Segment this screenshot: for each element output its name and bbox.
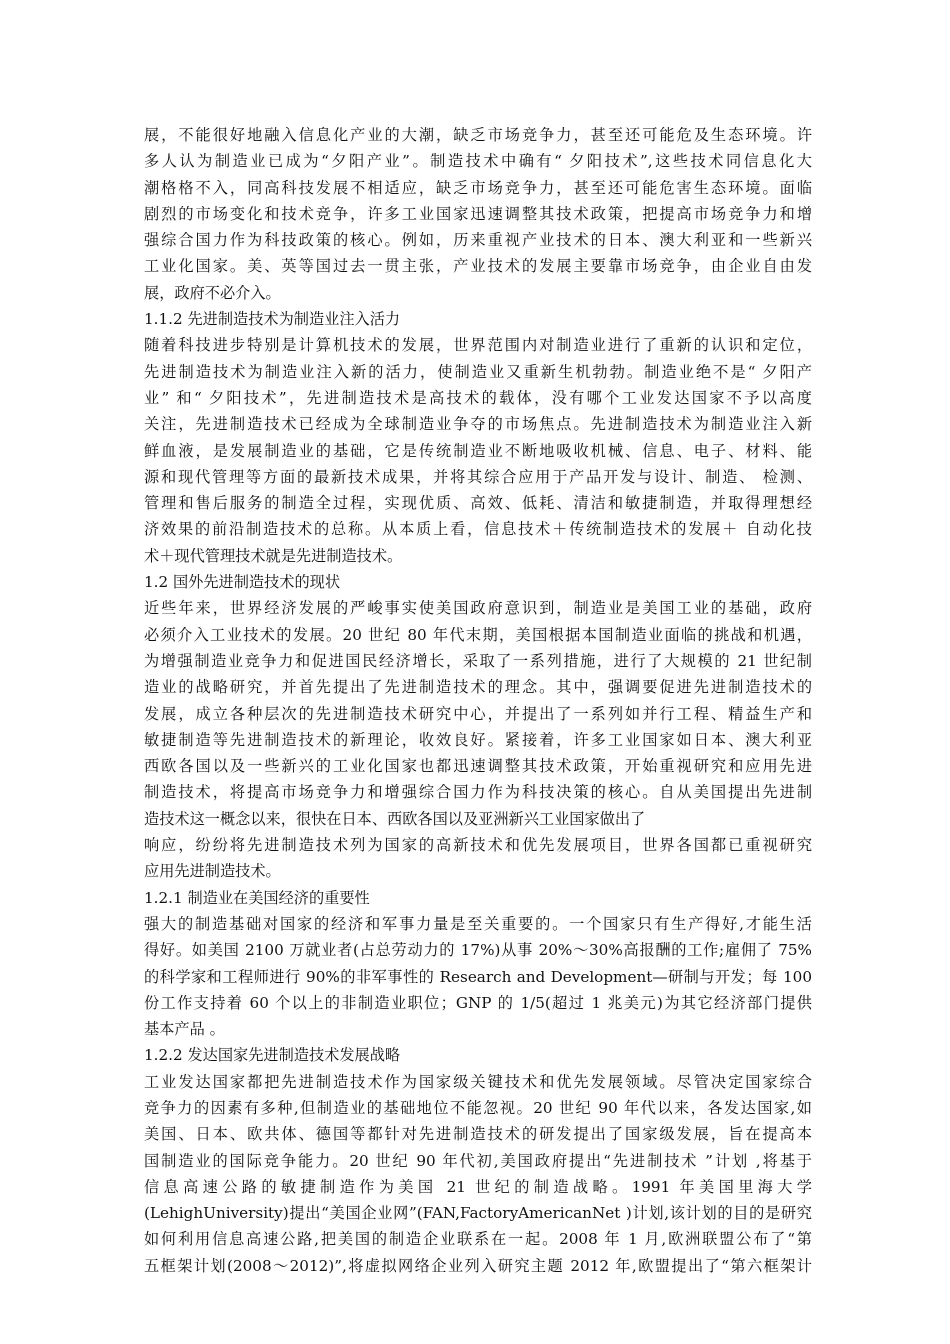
section-heading: 1.2 国外先进制造技术的现状 (144, 573, 341, 592)
text-line: 如何利用信息高速公路,把美国的制造企业联系在一起。2008 年 1 月,欧洲联盟公布了“第 (144, 1230, 812, 1249)
text-line: 强综合国力作为科技政策的核心。例如，历来重视产业技术的日本、澳大利亚和一些新兴 (144, 231, 812, 250)
text-line: 造业的战略研究，并首先提出了先进制造技术的理念。其中，强调要促进先进制造技术的 (144, 678, 812, 697)
section-heading: 1.2.2 发达国家先进制造技术发展战略 (144, 1046, 401, 1065)
text-line: 敏捷制造等先进制造技术的新理论，收效良好。紧接着，许多工业国家如日本、澳大利亚 (144, 730, 812, 749)
text-line: 工业发达国家都把先进制造技术作为国家级关键技术和优先发展领域。尽管决定国家综合 (144, 1072, 812, 1091)
text-line: 展，不能很好地融入信息化产业的大潮，缺乏市场竞争力，甚至还可能危及生态环境。许 (144, 126, 812, 144)
document-page (144, 122, 812, 1279)
text-line: 造技术这一概念以来，很快在日本、西欧各国以及亚洲新兴工业国家做出了 (144, 809, 646, 828)
text-line: 随着科技进步特别是计算机技术的发展，世界范围内对制造业进行了重新的认识和定位， (144, 336, 812, 355)
text-line: 应用先进制造技术。 (144, 862, 281, 881)
section-heading: 1.2.1 制造业在美国经济的重要性 (144, 888, 370, 907)
text-line: 得好。如美国 2100 万就业者(占总劳动力的 17%)从事 20%～30%高报酬的工作;雇佣了 75% (144, 941, 812, 960)
text-line: 剧烈的市场变化和技术竞争，许多工业国家迅速调整其技术政策，把提高市场竞争力和增 (144, 204, 812, 223)
text-line: 的科学家和工程师进行 90%的非军事性的 Research and Development—研制与开发；每 100 (144, 967, 812, 986)
text-line: 基本产品 。 (144, 1020, 225, 1039)
text-line: 五框架计划(2008～2012)”,将虚拟网络企业列入研究主题 2012 年,欧盟提出了“第六框架计 (144, 1256, 812, 1275)
text-line: 国制造业的国际竞争能力。20 世纪 90 年代初,美国政府提出“先进制技术 ”计划 ,将基于 (144, 1151, 812, 1170)
text-line: 近些年来，世界经济发展的严峻事实使美国政府意识到，制造业是美国工业的基础，政府 (144, 599, 812, 618)
text-line: 鲜血液，是发展制造业的基础，它是传统制造业不断地吸收机械、信息、电子、材料、能 (144, 441, 812, 460)
text-line: 先进制造技术为制造业注入新的活力，使制造业又重新生机勃勃。制造业绝不是“ 夕阳产 (144, 362, 812, 381)
text-line: 信息高速公路的敏捷制造作为美国 21 世纪的制造战略。1991 年美国里海大学 (144, 1177, 812, 1196)
text-line: 响应，纷纷将先进制造技术列为国家的高新技术和优先发展项目，世界各国都已重视研究 (144, 836, 812, 855)
text-line: 为增强制造业竞争力和促进国民经济增长，采取了一系列措施，进行了大规模的 21 世纪制 (144, 651, 812, 670)
text-line: 术＋现代管理技术就是先进制造技术。 (144, 546, 403, 565)
text-line: 工业化国家。美、英等国过去一贯主张，产业技术的发展主要靠市场竞争，由企业自由发 (144, 257, 812, 276)
text-line: 强大的制造基础对国家的经济和军事力量是至关重要的。一个国家只有生产得好,才能生活 (144, 914, 812, 933)
text-line: (LehighUniversity)提出“美国企业网”(FAN,FactoryAmericanNet )计划,该计划的目的是研究 (144, 1204, 812, 1223)
text-line: 发展，成立各种层次的先进制造技术研究中心，并提出了一系列如并行工程、精益生产和 (144, 704, 812, 723)
text-line: 关注，先进制造技术已经成为全球制造业争夺的市场焦点。先进制造技术为制造业注入新 (144, 415, 812, 434)
section-heading: 1.1.2 先进制造技术为制造业注入活力 (144, 310, 401, 329)
text-line: 展，政府不必介入。 (144, 283, 281, 302)
text-line: 济效果的前沿制造技术的总称。从本质上看，信息技术＋传统制造技术的发展＋ 自动化技 (144, 520, 812, 539)
text-line: 必须介入工业技术的发展。20 世纪 80 年代末期，美国根据本国制造业面临的挑战和机遇， (144, 625, 812, 644)
text-line: 潮格格不入，同高科技发展不相适应，缺乏市场竞争力，甚至还可能危害生态环境。面临 (144, 178, 812, 197)
text-line: 业” 和“ 夕阳技术”，先进制造技术是高技术的载体，没有哪个工业发达国家不予以高度 (144, 388, 812, 407)
text-line: 制造技术，将提高市场竞争力和增强综合国力作为科技决策的核心。自从美国提出先进制 (144, 783, 812, 802)
text-line: 西欧各国以及一些新兴的工业化国家也都迅速调整其技术政策，开始重视研究和应用先进 (144, 757, 812, 776)
text-line: 多人认为制造业已成为“夕阳产业”。制造技术中确有“ 夕阳技术”,这些技术同信息化大 (144, 152, 812, 171)
text-line: 源和现代管理等方面的最新技术成果，并将其综合应用于产品开发与设计、制造、 检测、 (144, 467, 812, 486)
text-line: 竞争力的因素有多种,但制造业的基础地位不能忽视。20 世纪 90 年代以来，各发达国家,如 (144, 1098, 812, 1117)
text-line: 美国、日本、欧共体、德国等都针对先进制造技术的研发提出了国家级发展，旨在提高本 (144, 1125, 812, 1144)
text-line: 份工作支持着 60 个以上的非制造业职位；GNP 的 1/5(超过 1 兆美元)为其它经济部门提供 (144, 993, 812, 1012)
text-line: 管理和售后服务的制造全过程，实现优质、高效、低耗、清洁和敏捷制造，并取得理想经 (144, 494, 812, 513)
